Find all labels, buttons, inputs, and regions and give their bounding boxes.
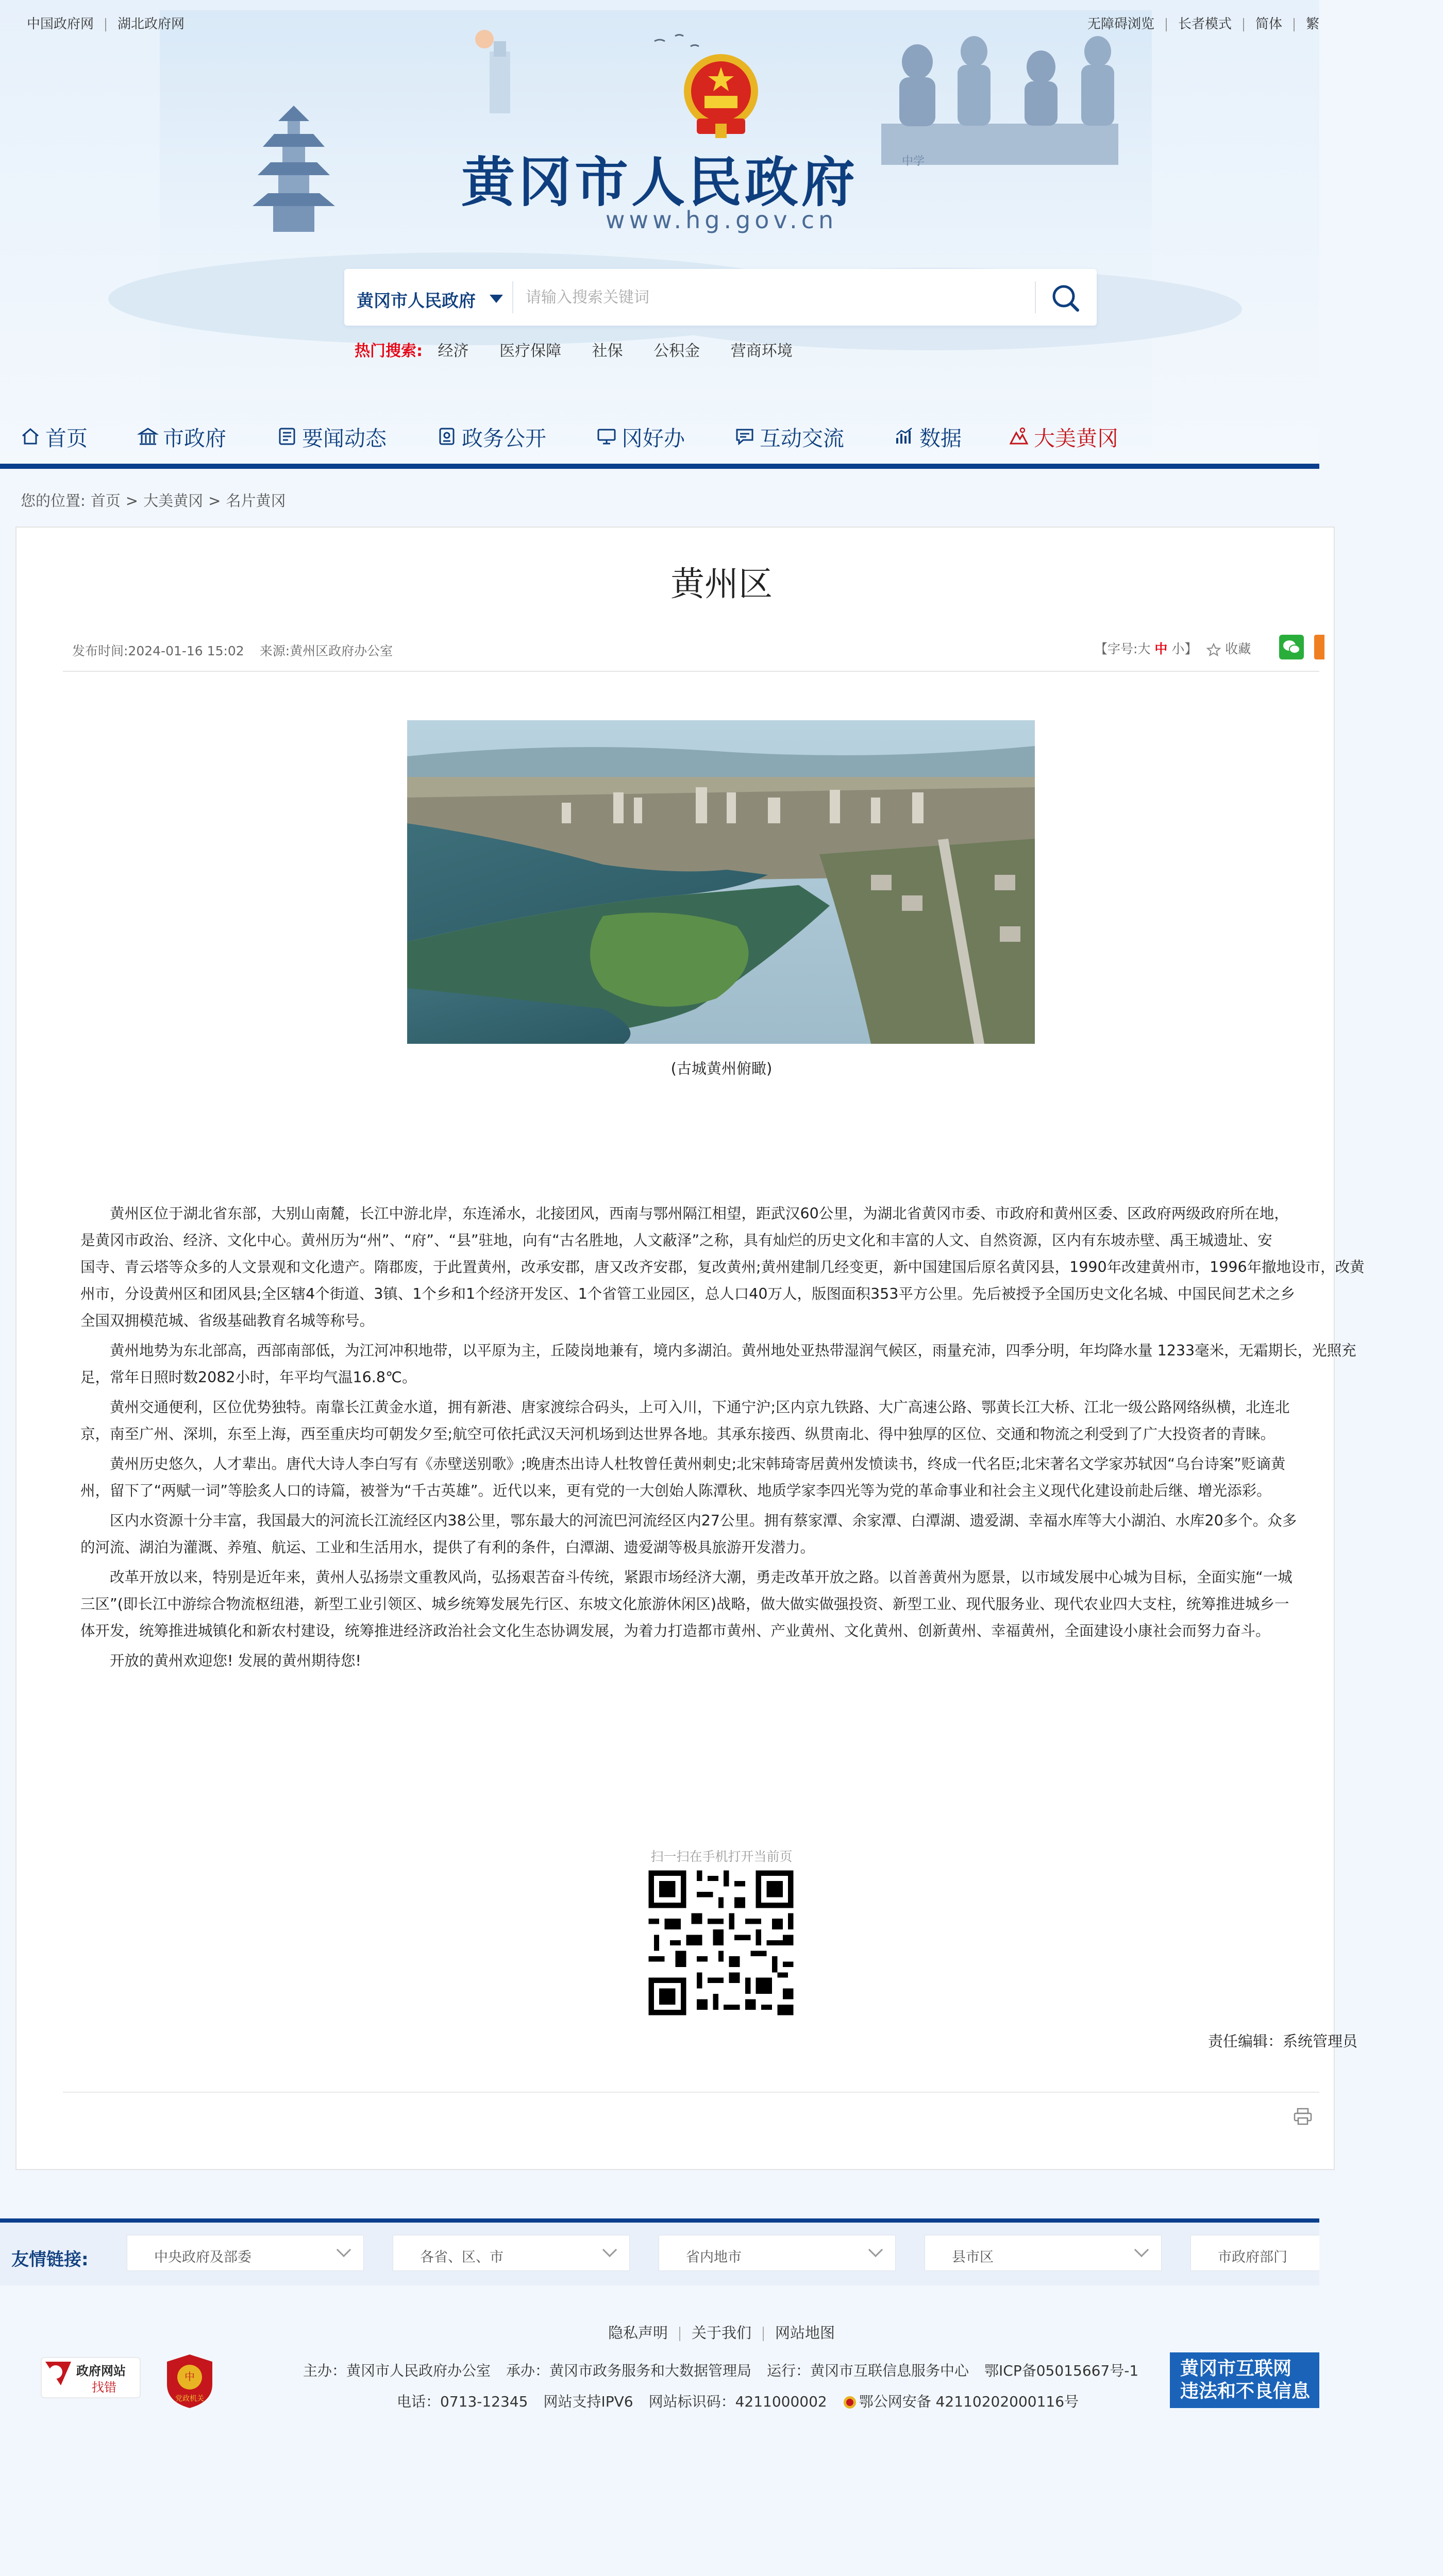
print-icon[interactable] [1293,2107,1313,2126]
divider [679,2327,680,2341]
text-line: 京，南至广州、深圳，东至上海，西至重庆均可朝发夕至;航空可依托武汉天河机场到达世界各地。其承东接西、纵贯南北、得中独厚的区位、交通和物流之利受到了广大投资者的青睐。 [80,1426,1276,1443]
paragraph [80,1507,1319,1561]
breadcrumb-item[interactable]: 名片黄冈 [226,492,286,510]
footer-sponsor: 主办：黄冈市人民政府办公室 [303,2362,491,2379]
party-gov-organ-badge[interactable] [164,2352,215,2410]
footer-links [0,2321,1443,2343]
breadcrumb-sep: > [208,492,221,510]
privacy-link[interactable]: 隐私声明 [608,2324,668,2342]
simplified-chinese-link[interactable]: 简体 [1255,16,1282,32]
banner-line: 违法和不良信息 [1180,2381,1311,2402]
article-meta [72,641,408,659]
font-size-label: 【字号: [1095,641,1138,656]
select-value: 省内地市 [686,2249,742,2265]
mountain-icon [1009,427,1029,446]
traditional-chinese-link[interactable]: 繁 [1305,16,1319,32]
chevron-down-icon [868,2243,883,2257]
nav-interaction[interactable] [735,418,844,454]
select-value: 县市区 [952,2249,994,2265]
text-line: 足，常年日照时数2082小时，年平均气温16.8℃。 [80,1369,417,1386]
text-line: 全国双拥模范城、省级基础教育名城等称号。 [80,1312,375,1329]
paragraph [80,1200,1365,1334]
hot-search-label: 热门搜索: [355,342,423,360]
government-building-icon [138,427,158,446]
article-title: 黄州区 [670,564,773,604]
police-badge-icon [843,2395,857,2410]
qr-code [643,1865,799,2021]
national-emblem-icon [681,52,761,139]
elder-mode-link[interactable]: 长者模式 [1178,16,1232,32]
text-line: 三区”(即长江中游综合物流枢纽港，新型工业引领区、城乡统筹发展先行区、东坡文化旅游休闲区)战略，做大做实做强投资、新型工业、现代服务业、现代农业四大支柱，统筹推进城乡一 [80,1596,1289,1613]
links-select-departments[interactable] [1190,2235,1319,2271]
hot-search [355,338,818,361]
nav-data-label: 数据 [919,426,962,451]
site-url: www.hg.gov.cn [605,206,838,234]
qr-code-label: 扫一扫在手机打开当前页 [650,1849,793,1864]
chevron-down-icon[interactable] [490,295,503,303]
aerial-photo-huangzhou [407,720,1035,1044]
paragraph [80,1564,1319,1645]
paragraph [80,1451,1319,1504]
hot-search-item[interactable]: 经济 [438,342,469,360]
select-value: 中央政府及部委 [154,2249,251,2265]
text-line: 的河流、湖泊为灌溉、养殖、航运、工业和生活用水，提供了有利的条件，白潭湖、遗爱湖等极具旅游开发潜力。 [80,1539,815,1556]
text-line: 是黄冈市政治、经济、文化中心。黄州历为“州”、“府”、“县”驻地，向有“古名胜地，人文蔽泽”之称，具有灿烂的历史文化和丰富的人文、自然资源，区内有东坡赤壁、禹王城遗址、安 [80,1232,1272,1249]
responsible-editor: 责任编辑：系统管理员 [1208,2032,1358,2050]
newspaper-icon [277,427,297,446]
weibo-share-icon[interactable] [1314,635,1324,659]
home-icon [21,427,40,446]
divider [1166,18,1167,31]
nav-home[interactable] [21,418,88,454]
search-box [344,269,1097,326]
statue-base-text: 中学 [902,155,925,168]
text-line: 黄州区位于湖北省东部，大别山南麓，长江中游北岸，东连浠水，北接团风，西南与鄂州隔江相望，距武汉60公里，为湖北省黄冈市委、市政府和黄州区委、区政府两级政府所在地， [110,1205,1289,1222]
links-select-counties[interactable] [925,2235,1162,2271]
footer-contact [397,2391,1094,2411]
text-line: 黄州地势为东北部高，西部南部低，为江河冲积地带，以平原为主，丘陵岗地兼有，境内多湖泊。黄州地处亚热带湿润气候区，雨量充沛，四季分明，年均降水量 1233毫米，无霜期长，光照充 [110,1342,1356,1359]
breadcrumb-item[interactable]: 首页 [90,492,121,510]
chevron-down-icon [602,2243,617,2257]
text-line: 黄州交通便利，区位优势独特。南靠长江黄金水道，拥有新港、唐家渡综合码头，上可入川，下通宁沪;区内京九铁路、大广高速公路、鄂黄长江大桥、江北一级公路网络纵横，北连北 [110,1399,1290,1416]
nav-beautiful-huanggang-label: 大美黄冈 [1034,426,1118,451]
search-icon[interactable] [1045,278,1086,317]
divider [512,281,513,313]
site-title: 黄冈市人民政府 [461,150,858,214]
divider [763,2327,764,2341]
divider [1243,18,1244,31]
document-icon [437,427,457,446]
footer-operator: 承办：黄冈市政务服务和大数据管理局 [506,2362,752,2379]
font-size-large[interactable]: 大 [1137,641,1151,656]
article-body [80,1200,1365,1677]
paragraph [80,1337,1356,1391]
nav-city-government-label: 市政府 [163,426,226,451]
badge-text: 党政机关 [175,2395,204,2403]
select-value: 各省、区、市 [420,2249,504,2265]
font-size-medium[interactable]: 中 [1154,641,1168,656]
badge-text: 政府网站 [76,2364,126,2378]
article-source: 来源:黄州区政府办公室 [259,643,393,658]
nav-city-government[interactable] [138,418,226,454]
font-size-small[interactable]: 小】 [1171,641,1198,656]
wechat-share-icon[interactable] [1279,635,1304,659]
divider [1294,18,1295,31]
breadcrumb-item[interactable]: 大美黄冈 [143,492,204,510]
search-input[interactable] [526,280,1020,314]
publish-time: 发布时间:2024-01-16 15:02 [72,643,244,658]
breadcrumb-sep: > [125,492,139,510]
star-icon[interactable] [1206,643,1221,656]
nav-data[interactable] [895,418,962,454]
paragraph [80,1394,1319,1448]
link-gov-cn[interactable]: 中国政府网 [27,16,94,32]
text-line: 区内水资源十分丰富，我国最大的河流长江流经区内38公里，鄂东最大的河流巴河流经区内27公里。拥有蔡家潭、余家潭、白潭湖、遗爱湖、幸福水库等大小湖泊、水库20多个。众多 [110,1512,1297,1529]
nav-news[interactable] [277,418,387,454]
illegal-info-report-banner[interactable] [1170,2352,1319,2408]
top-links-right [1087,13,1319,32]
nav-public-affairs-label: 政务公开 [462,426,546,451]
text-line: 改革开放以来，特别是近年来，黄州人弘扬崇文重教风尚，弘扬艰苦奋斗传统，紧跟市场经济大潮，勇走改革开放之路。以首善黄州为愿景，以市域发展中心城为目标，全面实施“一城 [110,1569,1293,1586]
divider [63,671,1319,672]
text-line: 开放的黄州欢迎您! 发展的黄州期待您! [110,1652,361,1669]
footer-runner: 运行：黄冈市互联信息服务中心 [767,2362,969,2379]
nav-public-affairs[interactable] [437,418,546,454]
footer-ipv6: 网站支持IPV6 [543,2393,633,2410]
main-nav [0,412,1319,464]
links-select-provinces[interactable] [393,2235,630,2271]
monitor-icon [597,427,616,446]
search-scope-selector[interactable]: 黄冈市人民政府 [357,291,476,311]
footer-phone: 电话：0713-12345 [397,2393,528,2410]
divider [1035,281,1036,313]
site-header [0,0,1319,464]
footer-top-bar [0,2218,1319,2223]
favorite-button[interactable]: 收藏 [1225,641,1251,656]
gov-site-error-report-badge[interactable] [40,2354,141,2401]
divider [105,18,106,31]
about-link[interactable]: 关于我们 [691,2324,751,2342]
nav-divider-bar [0,464,1319,469]
text-line: 体开发，统筹推进城镇化和新农村建设，统筹推进经济政治社会文化生态协调发展，为着力打造都市黄州、产业黄州、文化黄州、创新黄州、幸福黄州，全面建设小康社会而努力奋斗。 [80,1622,1270,1639]
badge-text: 找错 [92,2380,116,2395]
svg-text:中: 中 [184,2370,195,2383]
article-tools [1095,639,1251,657]
chevron-down-icon [1134,2243,1149,2257]
chat-bubble-icon [735,427,754,446]
chart-icon [895,427,914,446]
hot-search-item[interactable]: 社保 [592,342,623,360]
text-line: 国寺、青云塔等众多的人文景观和文化遗产。隋郡废，于此置黄州，改承安郡，唐又改齐安郡，复改黄州;黄州建制几经变更，新中国建国后原名黄冈县，1990年改建黄州市，1996年撤地设市，改黄 [80,1259,1365,1276]
text-line: 州，留下了“两赋一词”等脍炙人口的诗篇，被誉为“千古英雄”。近代以来，更有党的一大创始人陈潭秋、地质学家李四光等为党的革命事业和社会主义现代化建设前赴后继、增光添彩。 [80,1482,1271,1499]
links-select-cities[interactable] [659,2235,896,2271]
footer-site-id: 网站标识码：4211000002 [648,2393,827,2410]
photo-caption: (古城黄州俯瞰) [670,1060,773,1077]
chevron-down-icon [337,2243,351,2257]
hot-search-item[interactable]: 营商环境 [730,342,793,360]
top-links-left [27,13,184,32]
links-select-central[interactable] [127,2235,364,2271]
nav-news-label: 要闻动态 [302,426,387,451]
breadcrumb-prefix: 您的位置: [21,492,86,510]
text-line: 州市，分设黄州区和团风县;全区辖4个街道、3镇、1个乡和1个经济开发区、1个省管工业园区，总人口40万人，版图面积353平方公里。先后被授予全国历史文化名城、中国民间艺术之乡 [80,1285,1295,1302]
nav-services-label: 冈好办 [622,426,685,451]
link-hubei-gov[interactable]: 湖北政府网 [118,16,185,32]
footer-organizers [303,2360,1154,2380]
nav-interaction-label: 互动交流 [760,426,844,451]
divider [63,2092,1319,2093]
paragraph [80,1648,1319,1674]
hot-search-item[interactable]: 医疗保障 [499,342,562,360]
accessibility-link[interactable]: 无障碍浏览 [1087,16,1154,32]
public-security-record[interactable]: 鄂公网安备 42110202000116号 [859,2393,1079,2410]
icp-number[interactable]: 鄂ICP备05015667号-1 [984,2362,1139,2379]
friendly-links-label: 友情链接: [11,2249,89,2270]
sitemap-link[interactable]: 网站地图 [775,2324,835,2342]
text-line: 黄州历史悠久，人才辈出。唐代大诗人李白写有《赤壁送别歌》;晚唐杰出诗人杜牧曾任黄州刺史;北宋韩琦寄居黄州发愤读书，终成一代名臣;北宋著名文学家苏轼因“乌台诗案”贬谪黄 [110,1455,1286,1472]
nav-home-label: 首页 [45,426,88,451]
nav-services[interactable] [597,418,685,454]
select-value: 市政府部门 [1218,2249,1287,2265]
banner-line: 黄冈市互联网 [1180,2358,1292,2379]
hot-search-item[interactable]: 公积金 [653,342,700,360]
breadcrumb [21,489,291,511]
nav-beautiful-huanggang[interactable] [1009,418,1118,454]
